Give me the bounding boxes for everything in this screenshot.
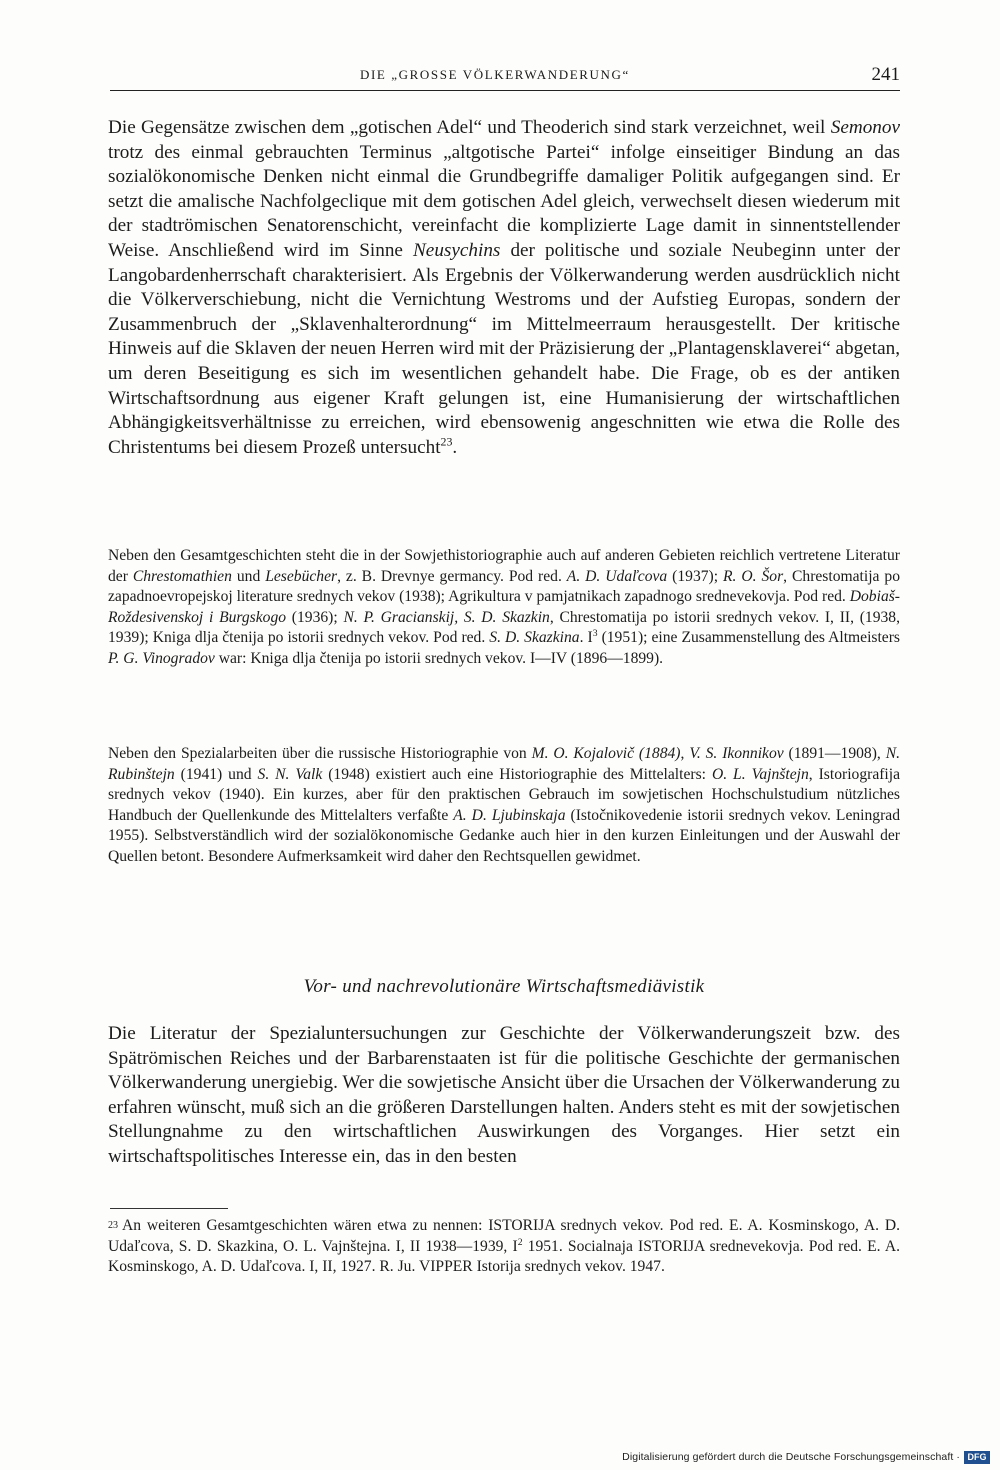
running-title: DIE „GROSSE VÖLKERWANDERUNG“ bbox=[360, 67, 630, 82]
digitization-text: Digitalisierung gefördert durch die Deutsche Forschungsgemeinschaft · bbox=[622, 1451, 960, 1463]
body-paragraph-2: Die Literatur der Spezialuntersuchungen zur Geschichte der Völkerwanderungszeit bzw. des Spätrömischen Reiches und der Barbarenstaaten ist für die politische Geschichte der germanischen Völkerwanderung unergiebig. Wer die sowjetische Ansicht über die Ursachen der Völkerwanderung zu erfahren wünscht, muß sich an die größeren Darstellungen halten. Anders steht es mit der sowjetischen Stellungnahme zu den wirtschaftlichen Auswirkungen des Vorganges. Hier setzt ein wirtschaftspolitisches Interesse ein, das in den besten bbox=[108, 1023, 900, 1167]
small-print-paragraph-chrestomathien: Neben den Gesamtgeschichten steht die in der Sowjethistoriographie auch auf anderen Gebieten reichlich vertretene Literatur der Chrestomathien und Lesebücher, z. B. Drevnye germancy. Pod red. A. D. Udaľcova (1937); R. O. Šor, Chrestomatija po zapadnoevropejskoj literature srednych vekov (1938); Agrikultura v pamjatnikach zapadnogo srednevekovja. Pod red. Dobiaš-Roždesivenskoj i Burgskogo (1936); N. P. Gracianskij, S. D. Skazkin, Chrestomatija po istorii srednych vekov. I, II, (1938, 1939); Kniga dlja čtenija po istorii srednych vekov. Pod red. S. D. Skazkina. $I^3$ (1951); eine Zusammenstellung des Altmeisters P. G. Vinogradov war: Kniga dlja čtenija po istorii srednych vekov. I—IV (1896—1899). bbox=[108, 547, 901, 667]
footnote-reference[interactable]: 23 bbox=[440, 434, 453, 449]
digitization-notice bbox=[600, 1448, 990, 1466]
footnote-divider bbox=[110, 1208, 228, 1209]
dfg-logo-icon: DFG bbox=[964, 1451, 990, 1464]
running-header bbox=[110, 64, 900, 91]
small-print-paragraph-historiography: Neben den Spezialarbeiten über die russische Historiographie von M. O. Kojalovič (1884), V. S. Ikonnikov (1891—1908), N. Rubinštejn (1941) und S. N. Valk (1948) existiert auch eine Historiographie des Mittelalters: O. L. Vajnštejn, Istoriografija srednych vekov (1940). Ein kurzes, aber für den praktischen Gebrauch im sowjetischen Hochschulstudium nützliches Handbuch der Quellenkunde des Mittelalters verfaßte A. D. Ljubinskaja (Istočnikovedenie istorii srednych vekov. Leningrad 1955). Selbstverständlich wird der sozialökonomische Gedanke auch hier in den kurzen Einleitungen und der Auswahl der Quellen betont. Besondere Aufmerksamkeit wird daher den Rechtsquellen gewidmet. bbox=[108, 745, 901, 865]
body-paragraph-1: Die Gegensätze zwischen dem „gotischen Adel“ und Theoderich sind stark verzeichnet, weil Semonov trotz des einmal gebrauchten Terminus „altgotische Partei“ infolge einseitiger Bindung an das sozialökonomische Denken nicht einmal die Grundbegriffe damaliger Politik aufgegangen sind. Er setzt die amalische Nachfolgeclique mit dem gotischen Adel gleich, verwechselt diesen wiederum mit der stadtrömischen Senatorenschicht, vereinfacht die komplizierte Lage damit in sinnentstellender Weise. Anschließend wird im Sinne Neusychins der politische und soziale Neubeginn unter der Langobardenherrschaft charakterisiert. Als Ergebnis der Völkerwanderung werden ausdrücklich nicht die Völkerverschiebung, nicht die Vernichtung Westroms und der Aufstieg Europas, sondern der Zusammenbruch der „Sklavenhalterordnung“ im Mittelmeerraum herausgestellt. Der kritische Hinweis auf die Sklaven der neuen Herren wird mit der Präzisierung der „Plantagensklaverei“ abgetan, um deren Beseitigung es sich im wesentlichen gehandelt habe. Die Frage, ob es der antiken Wirtschaftsordnung aus eigener Kraft gelungen ist, eine Humanisierung der wirtschaftlichen Abhängigkeitsverhältnisse zu erreichen, wird ebensowenig angeschnitten wie etwa die Rolle des Christentums bei diesem Prozeß untersucht$^{23}$. bbox=[108, 117, 900, 458]
page-number: 241 bbox=[871, 64, 900, 85]
footnote-23: $^{23}$ An weiteren Gesamtgeschichten wären etwa zu nennen: ISTORIJA srednych vekov. Pod red. E. A. Kosminskogo, A. D. Udaľcova, S. D. Skazkina, O. L. Vajnštejna. I, II 1938—1939, $I^2$ 1951. Socialnaja ISTORIJA srednevekovja. Pod red. E. A. Kosminskogo, A. D. Udaľcova. I, II, 1927. R. Ju. VIPPER Istorija srednych vekov. 1947. bbox=[108, 1217, 900, 1275]
section-heading: Vor- und nachrevolutionäre Wirtschaftsmediävistik bbox=[303, 976, 705, 997]
footnote-marker: 23 bbox=[108, 1220, 118, 1231]
